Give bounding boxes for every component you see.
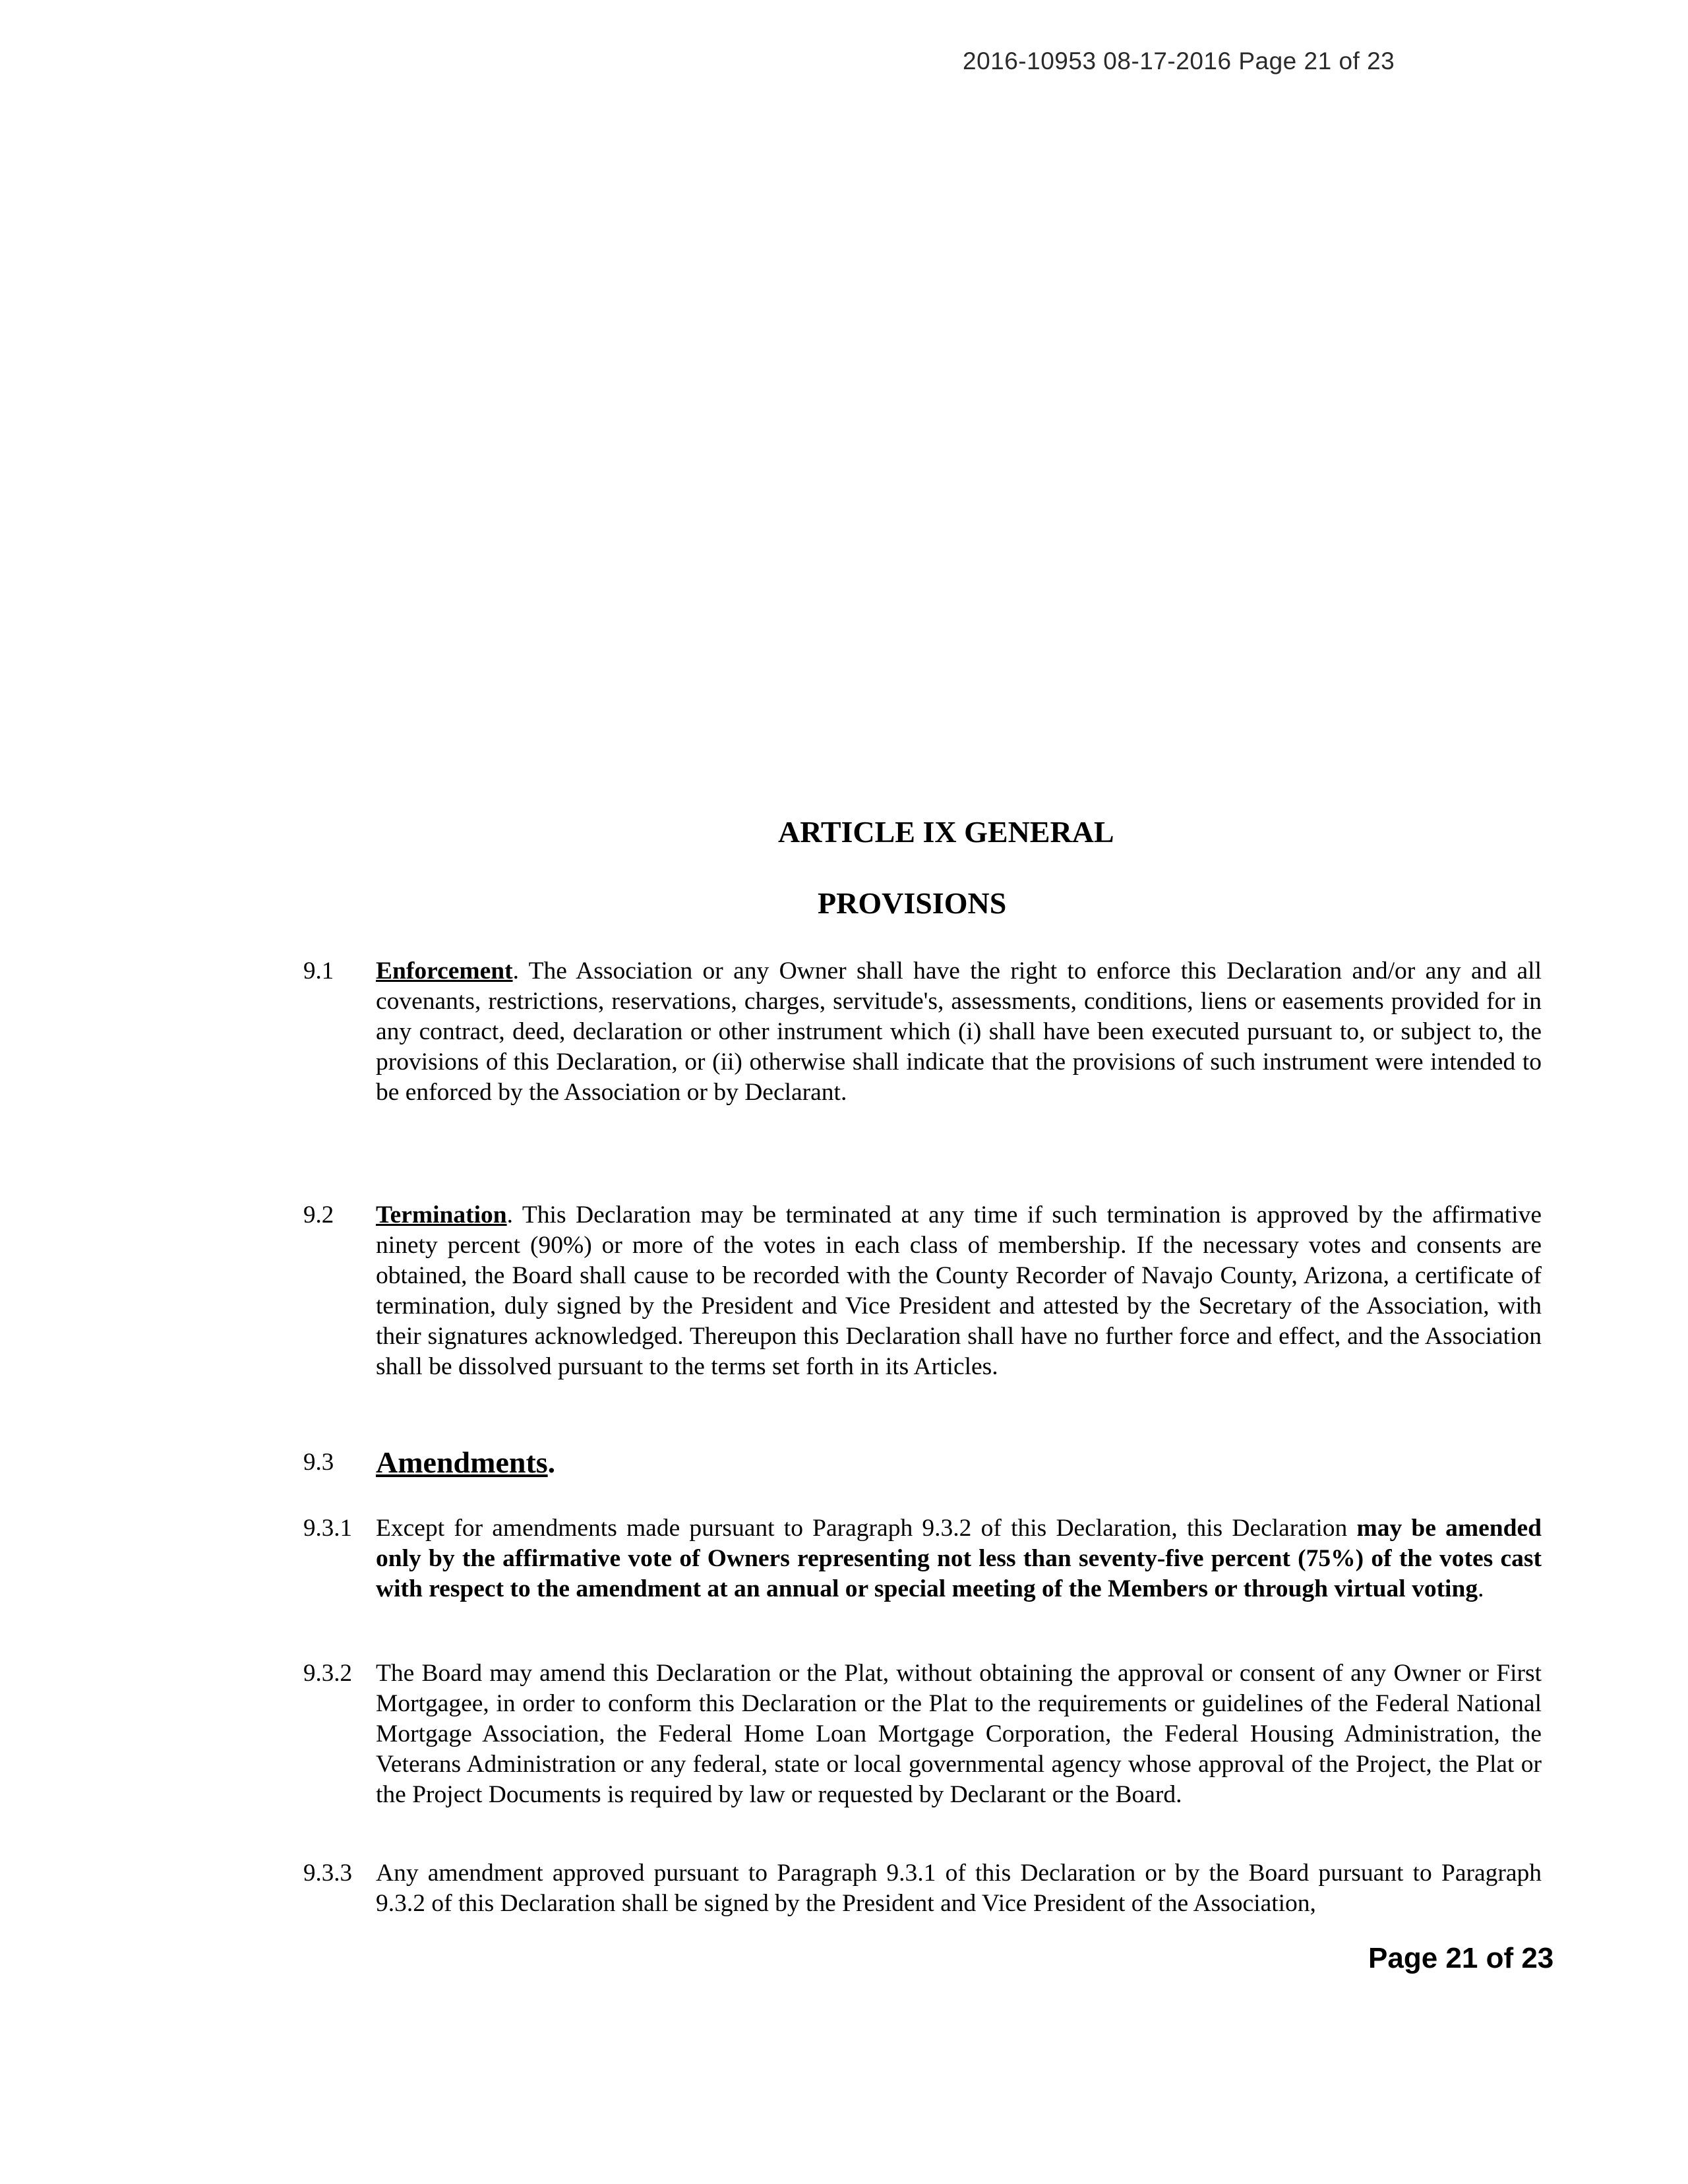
page-number: 21 [1445,1942,1478,1974]
section-body [376,956,1542,1108]
section-number: 9.3 [303,1449,334,1476]
section-text: . The Association or any Owner shall have the right to enforce this Declaration and/or any and all covenants, restrictions, reservations, charges, servitude's, assessments, conditions, liens or easements provided for in any contract, deed, declaration or other instrument which (i) shall have been executed pursuant to, or subject to, the provisions of this Declaration, or (ii) otherwise shall indicate that the provisions of such instrument were intended to be enforced by the Association or by Declarant. [376,957,1542,1106]
section-body [376,1513,1542,1604]
section-number: 9.3.3 [303,1860,352,1887]
section-body: Any amendment approved pursuant to Paragraph 9.3.1 of this Declaration or by the Board pursuant to Paragraph 9.3.2 of this Declaration shall be signed by the President and Vice President of the Association, [376,1860,1542,1917]
article-title-line2: PROVISIONS [818,886,1007,920]
section-body [376,1200,1542,1382]
recording-stamp: 2016-10953 08-17-2016 Page 21 of 23 [963,47,1395,75]
article-title-line1: ARTICLE IX GENERAL [778,815,1114,849]
section-bold-text: may be amended only by the affirmative vote of Owners representing not less than seventy-five percent (75%) of the votes cast with respect to the amendment at an annual or special meeting of the Members or through virtual voting [376,1515,1542,1602]
section-body: The Board may amend this Declaration or the Plat, without obtaining the approval or consent of any Owner or First Mortgagee, in order to conform this Declaration or the Plat to the requirements or guidelines of the Federal National Mortgage Association, the Federal Home Loan Mortgage Corporation, the Federal Housing Administration, the Veterans Administration or any federal, state or local governmental agency whose approval of the Project, the Plat or the Project Documents is required by law or requested by Declarant or the Board. [376,1660,1542,1808]
page-total: of 23 [1478,1942,1554,1974]
section-text: . This Declaration may be terminated at any time if such termination is approved by the affirmative ninety percent (90%) or more of the votes in each class of membership. If the necessary votes and consents are obtained, the Board shall cause to be recorded with the County Recorder of Navajo County, Arizona, a certificate of termination, duly signed by the President and Vice President and attested by the Secretary of the Association, with their signatures acknowledged. Thereupon this Declaration shall have no further force and effect, and the Association shall be dissolved pursuant to the terms set forth in its Articles. [376,1201,1542,1380]
section-number: 9.3.1 [303,1515,352,1542]
section-heading-termination: Termination [376,1201,507,1228]
section-heading-suffix: . [547,1445,556,1479]
section-heading-amendments: Amendments [376,1445,548,1479]
page-footer [1368,1942,1566,1975]
section-body [376,1444,1542,1484]
section-suffix: . [1478,1575,1484,1602]
section-number: 9.3.2 [303,1660,352,1687]
section-number: 9.2 [303,1201,334,1228]
section-heading-enforcement: Enforcement [376,957,513,985]
section-text: Except for amendments made pursuant to Paragraph 9.3.2 of this Declaration, this Declaration [376,1515,1357,1542]
section-number: 9.1 [303,957,334,985]
page-label: Page [1368,1942,1446,1974]
